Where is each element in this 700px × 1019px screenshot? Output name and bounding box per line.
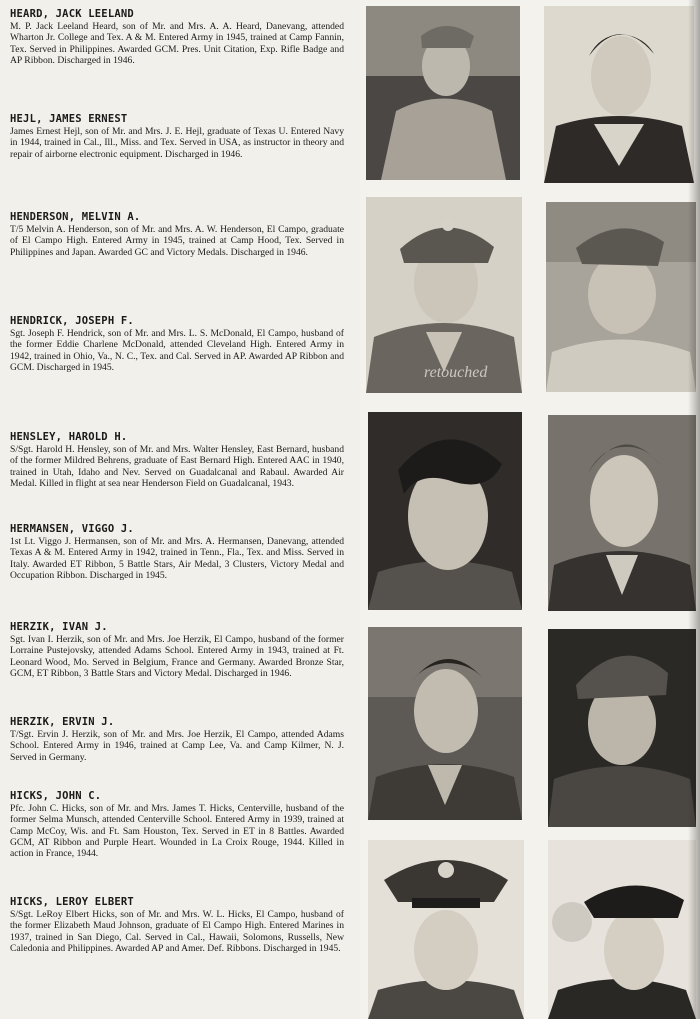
entry-herzik-ivan bbox=[10, 621, 344, 679]
entry-herzik-ervin bbox=[10, 716, 344, 763]
entry-bio: Pfc. John C. Hicks, son of Mr. and Mrs. James T. Hicks, Centerville, husband of the former Selma Munsch, attended Centerville School. Entered Army in 1939, trained at Camp McCoy, Wis. and Ft. Sam Houston, Tex. Served in ET in 8 Battles. Awarded GCM, AT Ribbon and Purple Heart. Wounded in La Croix Rouge, 1944. Killed in action in France, 1944. bbox=[10, 803, 344, 860]
entry-hermansen bbox=[10, 523, 344, 581]
entry-bio: S/Sgt. LeRoy Elbert Hicks, son of Mr. and Mrs. W. L. Hicks, El Campo, husband of the former Elizabeth Maud Johnson, graduate of El Campo High. Entered Marines in 1937, trained in San Diego, Cal. Served in Cal., Hawaii, Solomons, Russells, New Caledonia and Philippines. Awarded AP and Amer. Def. Ribbons. Discharged in 1945. bbox=[10, 909, 344, 954]
entry-name: HERZIK, ERVIN J. bbox=[10, 716, 115, 728]
entry-henderson bbox=[10, 211, 344, 258]
entry-hendrick bbox=[10, 315, 344, 373]
entry-name: HENSLEY, HAROLD H. bbox=[10, 431, 128, 443]
portrait-photo-hicks-leroy bbox=[548, 840, 696, 1019]
entry-name: HICKS, JOHN C. bbox=[10, 790, 102, 802]
entry-bio: 1st Lt. Viggo J. Hermansen, son of Mr. and Mrs. A. Hermansen, Danevang, attended Texas A & M. Entered Army in 1942, trained in Tenn., Fla., Tex. and Miss. Served in Italy. Awarded ET Ribbon, 5 Battle Stars, Air Medal, 3 Clusters, Victory Medal and Occupation Ribbon. Discharged in 1945. bbox=[10, 536, 344, 581]
entry-hejl bbox=[10, 113, 344, 160]
portrait-photo-herzik-ivan bbox=[368, 627, 522, 820]
entry-heard bbox=[10, 8, 344, 66]
entry-bio: M. P. Jack Leeland Heard, son of Mr. and Mrs. A. A. Heard, Danevang, attended Wharton Jr. College and Tex. A & M. Entered Army in 1945, trained at Camp Fannin, Tex. Served in Philippines. Awarded GCM. Pres. Unit Citation, Exp. Rifle Badge and AP Ribbon. Discharged in 1946. bbox=[10, 21, 344, 66]
entry-hensley bbox=[10, 431, 344, 489]
entry-hicks-john bbox=[10, 790, 344, 859]
entry-name: HICKS, LEROY ELBERT bbox=[10, 896, 134, 908]
portrait-photo-herzik-ervin bbox=[548, 629, 696, 827]
portrait-photo-hicks-john bbox=[368, 840, 524, 1019]
entry-name: HENDRICK, JOSEPH F. bbox=[10, 315, 134, 327]
entry-name: HENDERSON, MELVIN A. bbox=[10, 211, 141, 223]
portrait-photo-hendrick bbox=[546, 202, 696, 392]
portrait-panel bbox=[360, 0, 700, 1019]
entry-bio: T/5 Melvin A. Henderson, son of Mr. and Mrs. A. W. Henderson, El Campo, graduate of El Campo High. Entered Army in 1945, trained at Camp Hood, Tex. Served in Philippines and Japan. Awarded GC and Victory Medals. Discharged in 1946. bbox=[10, 224, 344, 258]
entry-name: HEJL, JAMES ERNEST bbox=[10, 113, 128, 125]
portrait-photo-henderson bbox=[366, 197, 522, 393]
retouched-annotation: retouched bbox=[424, 364, 488, 381]
page-edge-shadow bbox=[688, 0, 700, 1019]
entry-bio: T/Sgt. Ervin J. Herzik, son of Mr. and Mrs. Joe Herzik, El Campo, attended Adams School. Entered Army in 1946, trained at Camp Lee, Va. and Camp Kilmer, N. J. Served in Germany. bbox=[10, 729, 344, 763]
entry-name: HERZIK, IVAN J. bbox=[10, 621, 108, 633]
entry-name: HERMANSEN, VIGGO J. bbox=[10, 523, 134, 535]
entry-hicks-leroy bbox=[10, 896, 344, 954]
entry-bio: Sgt. Joseph F. Hendrick, son of Mr. and Mrs. L. S. McDonald, El Campo, husband of the former Eddie Charlene McDonald, attended Cleveland High. Entered Army in 1942, trained in Ohio, Va., N. C., Tex. and Cal. Served in AP. Awarded AP Ribbon and GCM. Discharged in 1945. bbox=[10, 328, 344, 373]
entry-bio: James Ernest Hejl, son of Mr. and Mrs. J. E. Hejl, graduate of Texas U. Entered Navy in 1944, trained in Cal., Ill., Miss. and Tex. Served in USA, as instructor in theory and repair of airborne electronic equipment. Discharged in 1946. bbox=[10, 126, 344, 160]
portrait-photo-hejl bbox=[544, 6, 694, 183]
portrait-photo-hensley bbox=[368, 412, 522, 610]
portrait-photo-hermansen bbox=[548, 415, 696, 611]
entry-bio: Sgt. Ivan I. Herzik, son of Mr. and Mrs. Joe Herzik, El Campo, husband of the former Lorraine Pustejovsky, attended Adams School. Entered Army in 1943, trained at Ft. Leonard Wood, Mo. Served in Belgium, France and Germany. Awarded Bronze Star, GCM, ET Ribbon, 3 Battle Stars and Victory Medal. Discharged in 1946. bbox=[10, 634, 344, 679]
portrait-photo-heard bbox=[366, 6, 520, 180]
entry-name: HEARD, JACK LEELAND bbox=[10, 8, 134, 20]
entry-bio: S/Sgt. Harold H. Hensley, son of Mr. and Mrs. Walter Hensley, East Bernard, husband of the former Mildred Behrens, graduate of East Bernard High. Entered AAC in 1940, trained in Utah, Idaho and Nev. Served on Guadalcanal and Rabaul. Awarded Air Medal. Killed in flight at sea near Henderson Field on Guadalcanal, 1943. bbox=[10, 444, 344, 489]
